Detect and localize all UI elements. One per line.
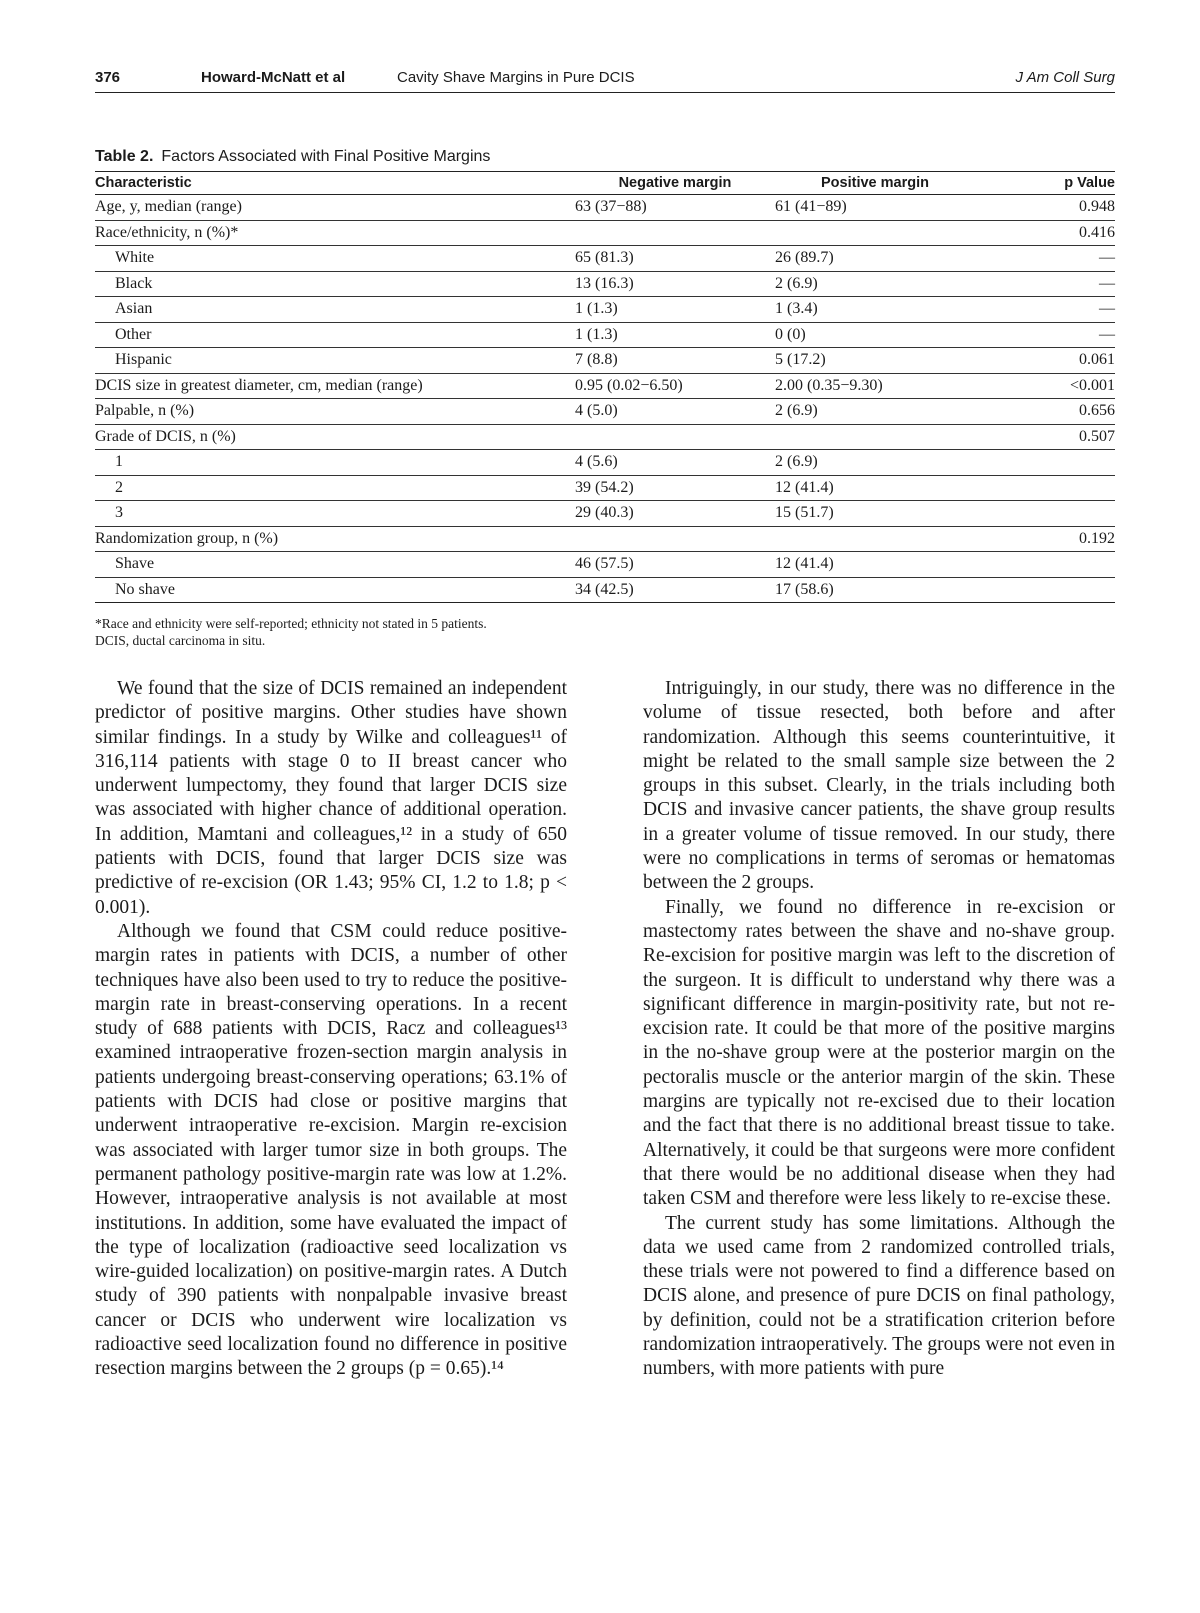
- cell-p-value: 0.061: [975, 348, 1115, 374]
- cell-p-value: [975, 475, 1115, 501]
- cell-p-value: —: [975, 322, 1115, 348]
- cell-p-value: 0.192: [975, 526, 1115, 552]
- cell-characteristic: 1: [95, 450, 575, 476]
- table-row: [95, 552, 1115, 578]
- cell-negative-margin: 4 (5.0): [575, 399, 775, 425]
- cell-negative-margin: 1 (1.3): [575, 297, 775, 323]
- cell-positive-margin: 2 (6.9): [775, 271, 975, 297]
- cell-negative-margin: 7 (8.8): [575, 348, 775, 374]
- running-header: [95, 66, 1115, 93]
- footnote-abbreviation: DCIS, ductal carcinoma in situ.: [95, 633, 266, 648]
- cell-characteristic: Grade of DCIS, n (%): [95, 424, 575, 450]
- header-running-title: Cavity Shave Margins in Pure DCIS: [397, 69, 635, 86]
- cell-negative-margin: 39 (54.2): [575, 475, 775, 501]
- table-caption: [95, 148, 490, 166]
- table-row: [95, 475, 1115, 501]
- table-row: [95, 399, 1115, 425]
- cell-p-value: —: [975, 271, 1115, 297]
- cell-positive-margin: 26 (89.7): [775, 246, 975, 272]
- cell-characteristic: Race/ethnicity, n (%)*: [95, 220, 575, 246]
- table-row: [95, 297, 1115, 323]
- cell-positive-margin: 12 (41.4): [775, 475, 975, 501]
- paragraph: We found that the size of DCIS remained an independent predictor of positive margins. Other studies have shown similar findings. In a study by Wilke and colleagues¹¹ of 316,114 patients with stage 0 to II breast cancer who underwent lumpectomy, they found that larger DCIS size was associated with higher chance of additional operation. In addition, Mamtani and colleagues,¹² in a study of 650 patients with DCIS, found that larger DCIS size was predictive of re-excision (OR 1.43; 95% CI, 1.2 to 1.8; p < 0.001).: [95, 678, 567, 918]
- paragraph: Although we found that CSM could reduce positive-margin rates in patients with DCIS, a number of other techniques have also been used to try to reduce the positive-margin rate in breast-conserving operations. In a recent study of 688 patients with DCIS, Racz and colleagues¹³ examined intraoperative frozen-section margin analysis in patients undergoing breast-conserving operations; 63.1% of patients with DCIS had close or positive margins that underwent intraoperative re-excision. Margin re-excision was associated with larger tumor size in both groups. The permanent pathology positive-margin rate was low at 1.2%. However, intraoperative analysis is not available at most institutions. In addition, some have evaluated the impact of the type of localization (radioactive seed localization vs wire-guided localization) on positive-margin rates. A Dutch study of 390 patients with nonpalpable invasive breast cancer or DCIS who underwent wire localization vs radioactive seed localization found no difference in positive resection margins between the 2 groups (p = 0.65).¹⁴: [95, 920, 567, 1380]
- footnote-race: *Race and ethnicity were self-reported; ethnicity not stated in 5 patients.: [95, 616, 487, 631]
- table-row: [95, 424, 1115, 450]
- table-row: [95, 577, 1115, 603]
- cell-p-value: [975, 577, 1115, 603]
- cell-p-value: <0.001: [975, 373, 1115, 399]
- cell-positive-margin: [775, 424, 975, 450]
- cell-characteristic: Shave: [95, 552, 575, 578]
- cell-characteristic: Randomization group, n (%): [95, 526, 575, 552]
- cell-p-value: 0.507: [975, 424, 1115, 450]
- cell-p-value: [975, 450, 1115, 476]
- cell-positive-margin: 2 (6.9): [775, 399, 975, 425]
- cell-positive-margin: 2 (6.9): [775, 450, 975, 476]
- cell-positive-margin: [775, 220, 975, 246]
- col-header-positive-margin: Positive margin: [775, 172, 975, 195]
- cell-characteristic: Black: [95, 271, 575, 297]
- cell-positive-margin: 17 (58.6): [775, 577, 975, 603]
- header-authors: Howard-McNatt et al: [201, 69, 346, 86]
- cell-p-value: 0.656: [975, 399, 1115, 425]
- cell-negative-margin: 46 (57.5): [575, 552, 775, 578]
- table-row: [95, 271, 1115, 297]
- cell-positive-margin: 15 (51.7): [775, 501, 975, 527]
- table-body: [95, 195, 1115, 603]
- cell-p-value: [975, 552, 1115, 578]
- table-row: [95, 348, 1115, 374]
- table-row: [95, 246, 1115, 272]
- col-header-negative-margin: Negative margin: [575, 172, 775, 195]
- cell-characteristic: DCIS size in greatest diameter, cm, median (range): [95, 373, 575, 399]
- body-column-left: [95, 677, 567, 1382]
- cell-negative-margin: [575, 220, 775, 246]
- cell-negative-margin: 4 (5.6): [575, 450, 775, 476]
- cell-negative-margin: 1 (1.3): [575, 322, 775, 348]
- col-header-characteristic: Characteristic: [95, 172, 575, 195]
- cell-positive-margin: 5 (17.2): [775, 348, 975, 374]
- cell-negative-margin: 65 (81.3): [575, 246, 775, 272]
- cell-characteristic: Hispanic: [95, 348, 575, 374]
- cell-p-value: —: [975, 246, 1115, 272]
- table-row: [95, 322, 1115, 348]
- cell-p-value: 0.948: [975, 195, 1115, 221]
- table-row: [95, 373, 1115, 399]
- cell-characteristic: Palpable, n (%): [95, 399, 575, 425]
- cell-p-value: 0.416: [975, 220, 1115, 246]
- cell-negative-margin: 29 (40.3): [575, 501, 775, 527]
- cell-positive-margin: 61 (41−89): [775, 195, 975, 221]
- paragraph: Intriguingly, in our study, there was no difference in the volume of tissue resected, both before and after randomization. Although this seems counterintuitive, it might be related to the small sample size between the 2 groups in this subset. Clearly, in the trials including both DCIS and invasive cancer patients, the shave group results in a greater volume of tissue removed. In our study, there were no complications in terms of seromas or hematomas between the 2 groups.: [643, 678, 1115, 894]
- table-row: [95, 450, 1115, 476]
- table-header-row: [95, 172, 1115, 195]
- cell-negative-margin: 0.95 (0.02−6.50): [575, 373, 775, 399]
- cell-positive-margin: 2.00 (0.35−9.30): [775, 373, 975, 399]
- cell-positive-margin: [775, 526, 975, 552]
- body-column-right: [643, 677, 1115, 1382]
- cell-negative-margin: 13 (16.3): [575, 271, 775, 297]
- cell-negative-margin: 63 (37−88): [575, 195, 775, 221]
- cell-negative-margin: [575, 526, 775, 552]
- cell-positive-margin: 1 (3.4): [775, 297, 975, 323]
- table-label: Table 2.: [95, 148, 154, 165]
- table-title: Factors Associated with Final Positive Margins: [161, 148, 491, 165]
- cell-characteristic: White: [95, 246, 575, 272]
- cell-negative-margin: 34 (42.5): [575, 577, 775, 603]
- table-row: [95, 501, 1115, 527]
- page-number: 376: [95, 69, 121, 86]
- cell-p-value: —: [975, 297, 1115, 323]
- cell-characteristic: Age, y, median (range): [95, 195, 575, 221]
- results-table: [95, 171, 1115, 603]
- col-header-p-value: p Value: [975, 172, 1115, 195]
- cell-characteristic: 3: [95, 501, 575, 527]
- cell-characteristic: Other: [95, 322, 575, 348]
- cell-positive-margin: 12 (41.4): [775, 552, 975, 578]
- cell-negative-margin: [575, 424, 775, 450]
- cell-p-value: [975, 501, 1115, 527]
- cell-positive-margin: 0 (0): [775, 322, 975, 348]
- header-journal: J Am Coll Surg: [1015, 69, 1115, 86]
- paragraph: The current study has some limitations. Although the data we used came from 2 randomized controlled trials, these trials were not powered to find a difference based on DCIS alone, and presence of pure DCIS on final pathology, by definition, could not be a stratification criterion before randomization intraoperatively. The groups were not even in numbers, with more patients with pure: [643, 1212, 1115, 1380]
- cell-characteristic: No shave: [95, 577, 575, 603]
- cell-characteristic: 2: [95, 475, 575, 501]
- paragraph: Finally, we found no difference in re-excision or mastectomy rates between the shave and no-shave group. Re-excision for positive margin was left to the discretion of the surgeon. It is difficult to understand why there was a significant difference in margin-positivity rate, but not re-excision rate. It could be that more of the positive margins in the no-shave group were at the posterior margin on the pectoralis muscle or the anterior margin of the skin. These margins are typically not re-excised due to their location and the fact that there is no additional breast tissue to take. Alternatively, it could be that surgeons were more confident that there would be no additional disease when they had taken CSM and therefore were less likely to re-excise these.: [643, 896, 1115, 1210]
- table-row: [95, 526, 1115, 552]
- table-footnotes: [95, 615, 487, 649]
- table-row: [95, 195, 1115, 221]
- table-row: [95, 220, 1115, 246]
- cell-characteristic: Asian: [95, 297, 575, 323]
